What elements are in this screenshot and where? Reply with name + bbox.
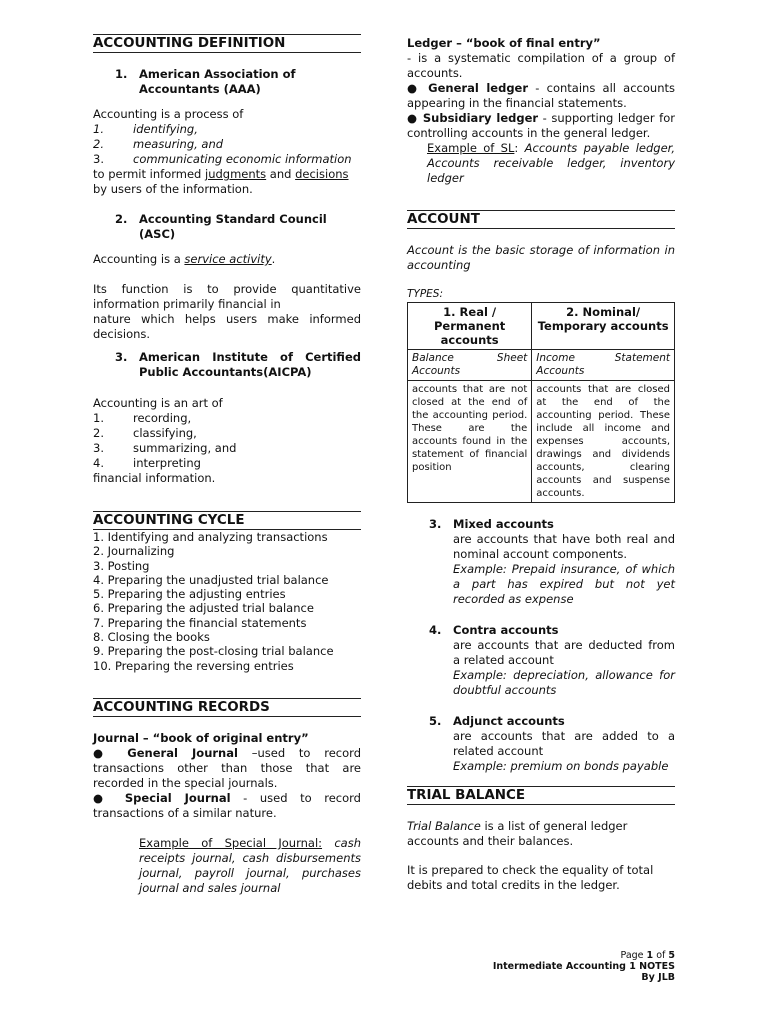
general-ledger bbox=[407, 81, 675, 111]
special-journal bbox=[93, 791, 361, 821]
current-page: 1 bbox=[646, 950, 654, 961]
special-journal-label: ● Special Journal bbox=[93, 790, 231, 805]
text: . bbox=[271, 252, 276, 266]
contra-example: Example: depreciation, allowance for doubtful accounts bbox=[453, 668, 675, 697]
aicpa-number: 3. bbox=[115, 350, 128, 364]
asc-function-2: nature which helps users make informed decisions. bbox=[93, 312, 361, 341]
page-footer bbox=[493, 950, 675, 983]
list-item bbox=[93, 456, 361, 471]
subsidiary-ledger-label: ● Subsidiary ledger bbox=[407, 111, 539, 125]
aaa-title: American Association of Accountants (AAA) bbox=[139, 67, 296, 96]
mixed-text: are accounts that have both real and nominal account components. bbox=[453, 532, 675, 561]
mixed-number: 3. bbox=[429, 517, 442, 531]
cycle-step: 7. Preparing the financial statements bbox=[93, 615, 307, 630]
trial-balance-definition bbox=[407, 819, 675, 849]
adjunct-number: 5. bbox=[429, 714, 442, 728]
general-ledger-text: - contains all accounts appearing in the financial statements. bbox=[407, 81, 675, 110]
trial-balance-term: Trial Balance bbox=[407, 819, 481, 833]
item-number: 4. bbox=[93, 456, 104, 470]
list-item bbox=[93, 411, 361, 426]
item-number: 2. bbox=[93, 137, 104, 151]
journal-title: Journal – “book of original entry” bbox=[93, 730, 309, 745]
text: and bbox=[266, 167, 296, 181]
types-label: TYPES: bbox=[407, 288, 443, 300]
ledger-definition: - is a systematic compilation of a group of accounts. bbox=[407, 51, 675, 80]
aaa-number: 1. bbox=[115, 67, 128, 81]
aaa-tail-2: by users of the information. bbox=[93, 182, 253, 196]
adjunct-text: are accounts that are added to a related account bbox=[453, 729, 675, 758]
general-ledger-label: ● General ledger bbox=[407, 81, 529, 95]
item-number: 3. bbox=[93, 152, 104, 166]
cycle-step: 1. Identifying and analyzing transactions bbox=[93, 530, 328, 544]
section-heading-records: ACCOUNTING RECORDS bbox=[93, 698, 361, 717]
special-journal-text: - used to record transactions of a similar nature. bbox=[93, 790, 361, 820]
subsidiary-ledger-text: - supporting ledger for controlling accounts in the general ledger. bbox=[407, 111, 675, 140]
cycle-step: 6. Preparing the adjusted trial balance bbox=[93, 601, 314, 616]
asc-title: Accounting Standard Council (ASC) bbox=[139, 212, 327, 241]
trial-balance-text: is a list of general ledger accounts and their balances. bbox=[407, 819, 628, 848]
asc-heading bbox=[93, 212, 361, 242]
list-item bbox=[93, 441, 361, 456]
sl-example bbox=[407, 141, 675, 186]
item-text: measuring, and bbox=[133, 137, 224, 151]
cycle-step: 2. Journalizing bbox=[93, 544, 175, 559]
section-heading-trial-balance: TRIAL BALANCE bbox=[407, 786, 675, 805]
ledger-title: Ledger – “book of final entry” bbox=[407, 36, 601, 50]
list-item bbox=[93, 426, 361, 441]
item-number: 2. bbox=[93, 426, 104, 440]
aicpa-title: American Institute of Certified Public Accountants(AICPA) bbox=[139, 350, 361, 379]
aaa-heading bbox=[93, 67, 361, 97]
item-text: interpreting bbox=[133, 456, 201, 470]
text: : bbox=[514, 141, 525, 155]
list-item bbox=[93, 137, 361, 152]
example-label: Example of SL bbox=[427, 141, 515, 155]
text: Accounting is a bbox=[93, 252, 185, 266]
nominal-accounts-header: 2. Nominal/ Temporary accounts bbox=[532, 303, 675, 350]
nominal-accounts-subtitle: Income Statement Accounts bbox=[532, 350, 675, 381]
adjunct-title: Adjunct accounts bbox=[453, 714, 565, 728]
right-column bbox=[407, 36, 675, 893]
asc-function: Its function is to provide quantitative information primarily financial in bbox=[93, 282, 361, 311]
special-journal-example bbox=[93, 836, 361, 896]
nominal-accounts-description: accounts that are closed at the end of the accounting period. These include all income and expenses accounts, drawings and dividends accounts, clearing accounts and suspense accounts. bbox=[532, 381, 675, 503]
aaa-list bbox=[93, 122, 361, 167]
adjunct-heading bbox=[407, 714, 675, 729]
item-number: 3. bbox=[93, 441, 104, 455]
cycle-step: 5. Preparing the adjusting entries bbox=[93, 587, 286, 602]
list-item bbox=[93, 152, 361, 167]
account-definition: Account is the basic storage of information in accounting bbox=[407, 243, 675, 272]
cycle-step: 3. Posting bbox=[93, 558, 150, 573]
item-number: 1. bbox=[93, 411, 104, 425]
general-journal-text: –used to record transactions other than those that are recorded in the special journals. bbox=[93, 745, 361, 790]
service-activity: service activity bbox=[184, 252, 272, 266]
course-title: Intermediate Accounting 1 NOTES bbox=[492, 961, 675, 972]
item-text: recording, bbox=[133, 411, 192, 425]
text: of bbox=[653, 950, 669, 961]
decisions-word: decisions bbox=[295, 167, 349, 181]
aicpa-tail: financial information. bbox=[93, 471, 216, 485]
real-accounts-header: 1. Real / Permanent accounts bbox=[408, 303, 532, 350]
judgments-word: judgments bbox=[205, 167, 267, 181]
real-accounts-subtitle: Balance Sheet Accounts bbox=[408, 350, 532, 381]
general-journal-label: ● General Journal bbox=[93, 745, 238, 760]
mixed-example: Example: Prepaid insurance, of which a part has expired but not yet recorded as expense bbox=[453, 562, 675, 606]
left-column bbox=[93, 34, 361, 896]
example-text: cash receipts journal, cash disbursements journal, payroll journal, purchases journal and sales journal bbox=[139, 835, 362, 895]
page-number bbox=[493, 950, 675, 961]
cycle-step: 9. Preparing the post-closing trial balance bbox=[93, 644, 334, 659]
asc-text bbox=[93, 252, 361, 267]
example-label: Example of Special Journal: bbox=[139, 835, 323, 850]
adjunct-body bbox=[407, 729, 675, 774]
cycle-step: 4. Preparing the unadjusted trial balance bbox=[93, 572, 329, 587]
item-text: identifying, bbox=[133, 122, 198, 136]
general-journal bbox=[93, 746, 361, 791]
mixed-heading bbox=[407, 517, 675, 532]
aaa-intro: Accounting is a process of bbox=[93, 107, 244, 121]
item-number: 1. bbox=[93, 122, 104, 136]
section-heading-account: ACCOUNT bbox=[407, 210, 675, 229]
section-heading-definition: ACCOUNTING DEFINITION bbox=[93, 34, 361, 53]
table-row bbox=[408, 381, 675, 503]
contra-number: 4. bbox=[429, 623, 442, 637]
item-text: classifying, bbox=[133, 426, 197, 440]
trial-balance-purpose: It is prepared to check the equality of total debits and total credits in the ledger. bbox=[407, 863, 654, 892]
contra-text: are accounts that are deducted from a related account bbox=[453, 638, 675, 667]
contra-body bbox=[407, 638, 675, 698]
author: By JLB bbox=[641, 972, 675, 983]
subsidiary-ledger bbox=[407, 111, 675, 141]
text: Page bbox=[620, 950, 647, 961]
section-heading-cycle: ACCOUNTING CYCLE bbox=[93, 511, 361, 530]
asc-number: 2. bbox=[115, 212, 128, 226]
aaa-tail bbox=[93, 167, 361, 182]
mixed-title: Mixed accounts bbox=[453, 517, 554, 531]
list-item bbox=[93, 122, 361, 137]
contra-heading bbox=[407, 623, 675, 638]
total-pages: 5 bbox=[668, 950, 675, 961]
real-accounts-description: accounts that are not closed at the end of the accounting period. These are the accounts found in the statement of financial position bbox=[408, 381, 532, 503]
aicpa-list bbox=[93, 411, 361, 471]
mixed-body bbox=[407, 532, 675, 607]
item-text: summarizing, and bbox=[133, 441, 237, 455]
contra-title: Contra accounts bbox=[453, 623, 559, 637]
cycle-list bbox=[93, 530, 361, 673]
adjunct-example: Example: premium on bonds payable bbox=[453, 759, 669, 773]
aicpa-intro: Accounting is an art of bbox=[93, 396, 223, 410]
item-text: communicating economic information bbox=[133, 152, 352, 166]
account-types-table bbox=[407, 302, 675, 503]
aicpa-heading bbox=[93, 350, 361, 380]
example-text: Accounts payable ledger, Accounts receivable ledger, inventory ledger bbox=[427, 141, 675, 185]
text: to permit informed bbox=[93, 167, 205, 181]
table-row bbox=[408, 303, 675, 350]
cycle-step: 8. Closing the books bbox=[93, 630, 210, 645]
table-row bbox=[408, 350, 675, 381]
cycle-step: 10. Preparing the reversing entries bbox=[93, 658, 294, 673]
